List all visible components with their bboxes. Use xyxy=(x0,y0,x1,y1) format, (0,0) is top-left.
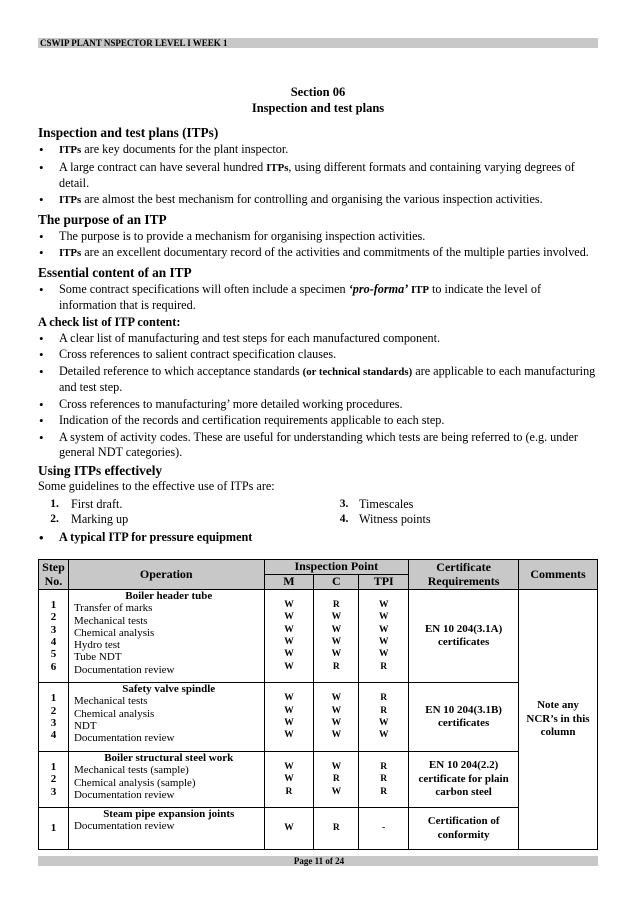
item-text: Detailed reference to which acceptance standards xyxy=(59,363,303,378)
list-item xyxy=(38,245,598,261)
list-item xyxy=(38,364,598,396)
group-title: Safety valve spindle xyxy=(122,683,216,695)
purpose-list xyxy=(38,229,598,262)
itps-list xyxy=(38,142,598,209)
col-header-operation: Operation xyxy=(68,560,264,590)
c-marks: W W W W xyxy=(314,683,359,752)
page-header-text: CSWIP PLANT NSPECTOR LEVEL I WEEK 1 xyxy=(40,38,228,48)
item-text: are key documents for the plant inspector. xyxy=(81,142,289,156)
checklist-list xyxy=(38,331,598,461)
item-text: Witness points xyxy=(359,511,431,526)
list-item xyxy=(38,282,598,314)
c-marks: W R W xyxy=(314,752,359,808)
step-numbers: 1 2 3 xyxy=(39,752,69,808)
list-item xyxy=(38,160,598,192)
bold-term: ITP xyxy=(408,283,429,296)
m-marks: W xyxy=(264,808,314,850)
page-header-bar xyxy=(38,38,598,48)
tpi-marks: - xyxy=(359,808,409,850)
item-text: Some contract specifications will often include a specimen xyxy=(59,281,349,296)
col-header-m: M xyxy=(264,575,314,590)
item-number: 2. xyxy=(50,512,59,525)
using-intro: Some guidelines to the effective use of ITPs are: xyxy=(38,479,275,494)
col-header-comments: Comments xyxy=(519,560,598,590)
page-footer-bar xyxy=(38,856,598,866)
list-item: • The purpose is to provide a mechanism for organising inspection activities. xyxy=(38,229,598,244)
heading-using: Using ITPs effectively xyxy=(38,463,163,479)
table-row xyxy=(39,683,598,752)
item-text: , using different formats and containing varying degrees of detail. xyxy=(59,159,575,190)
table-header-row xyxy=(39,560,598,575)
operation-list: Mechanical tests Chemical analysis NDT Documentation review xyxy=(73,695,175,745)
operation-cell xyxy=(68,590,264,683)
bold-term: ITPs xyxy=(59,194,82,207)
list-item: • A system of activity codes. These are useful for understanding which tests are being referred to (e.g. under general NDT categories). xyxy=(38,430,598,461)
guideline-item xyxy=(38,512,333,527)
operation-list: Documentation review xyxy=(73,820,175,833)
page-number: Page 11 of 24 xyxy=(293,856,345,866)
item-text: to indicate the level of information that is required. xyxy=(59,281,541,312)
itp-table xyxy=(38,559,598,850)
heading-purpose: The purpose of an ITP xyxy=(38,211,167,227)
operation-cell xyxy=(68,808,264,850)
item-text: are applicable to each manufacturing and test step. xyxy=(59,363,596,395)
item-number: 1. xyxy=(50,497,59,510)
item-number: 3. xyxy=(339,497,349,510)
operation-list: Transfer of marks Mechanical tests Chemical analysis Hydro test Tube NDT Documentation review xyxy=(73,602,175,676)
typical-list xyxy=(38,530,598,545)
operation-cell xyxy=(68,683,264,752)
list-item: • Cross references to salient contract specification clauses. xyxy=(38,347,598,362)
table-row xyxy=(39,808,598,850)
certificate-cell: EN 10 204(3.1B) certificates xyxy=(409,683,519,752)
list-item: • A typical ITP for pressure equipment xyxy=(38,530,598,545)
item-text: First draft. xyxy=(71,496,123,511)
guideline-list xyxy=(38,497,598,527)
essential-list xyxy=(38,282,598,314)
m-marks: W W W W W W xyxy=(264,590,314,683)
list-item xyxy=(38,192,598,208)
c-marks: R W W W W R xyxy=(314,590,359,683)
bold-term: ITPs xyxy=(266,161,289,174)
list-item: • Indication of the records and certification requirements applicable to each step. xyxy=(38,413,598,428)
list-item xyxy=(38,142,598,158)
tpi-marks: R R W W xyxy=(359,683,409,752)
guideline-item xyxy=(38,497,333,512)
m-marks: W W W W xyxy=(264,683,314,752)
guideline-item xyxy=(333,497,598,512)
item-text: A large contract can have several hundred xyxy=(59,159,267,174)
bold-term: ITPs xyxy=(59,144,82,156)
certificate-cell: EN 10 204(2.2) certificate for plain carbon steel xyxy=(409,752,519,808)
table-row xyxy=(39,752,598,808)
operation-list: Mechanical tests (sample) Chemical analysis (sample) Documentation review xyxy=(73,764,196,801)
tpi-marks: R R R xyxy=(359,752,409,808)
m-marks: W W R xyxy=(264,752,314,808)
group-title: Boiler header tube xyxy=(125,590,213,602)
operation-cell xyxy=(68,752,264,808)
c-marks: R xyxy=(314,808,359,850)
col-header-tpi: TPI xyxy=(359,575,409,590)
step-numbers: 1 xyxy=(39,808,69,850)
col-header-step: Step No. xyxy=(39,560,69,590)
col-header-inspection-point: Inspection Point xyxy=(264,560,409,575)
group-title: Steam pipe expansion joints xyxy=(103,808,235,820)
section-number: Section 06 xyxy=(290,85,346,99)
certificate-cell: EN 10 204(3.1A) certificates xyxy=(409,590,519,683)
page-content xyxy=(38,85,598,546)
step-numbers: 1 2 3 4 xyxy=(39,683,69,752)
heading-checklist: A check list of ITP content: xyxy=(38,314,181,329)
tpi-marks: W W W W W R xyxy=(359,590,409,683)
list-item: • A clear list of manufacturing and test steps for each manufactured component. xyxy=(38,331,598,346)
group-title: Boiler structural steel work xyxy=(104,752,234,764)
heading-itps: Inspection and test plans (ITPs) xyxy=(38,125,219,140)
col-header-certificate: Certificate Requirements xyxy=(409,560,519,590)
step-numbers: 1 2 3 4 5 6 xyxy=(39,590,69,683)
heading-essential: Essential content of an ITP xyxy=(38,264,192,280)
item-text: are almost the best mechanism for controlling and organising the various inspection activities. xyxy=(81,192,543,207)
col-header-c: C xyxy=(314,575,359,590)
item-number: 4. xyxy=(339,512,349,525)
certificate-cell: Certification of conformity xyxy=(409,808,519,850)
comments-cell: Note any NCR’s in this column xyxy=(519,590,598,850)
italic-term: ‘pro-forma’ xyxy=(348,281,409,296)
item-text: Timescales xyxy=(359,496,414,511)
bold-term: ITPs xyxy=(59,247,82,260)
table-row xyxy=(39,590,598,683)
list-item: • Cross references to manufacturing’ more detailed working procedures. xyxy=(38,397,598,412)
bold-term: (or technical standards) xyxy=(302,365,413,378)
section-title: Inspection and test plans xyxy=(251,100,385,115)
item-text: are an excellent documentary record of the activities and commitments of the multiple parties involved. xyxy=(81,245,589,260)
item-text: Marking up xyxy=(71,511,129,526)
guideline-item xyxy=(333,512,598,527)
